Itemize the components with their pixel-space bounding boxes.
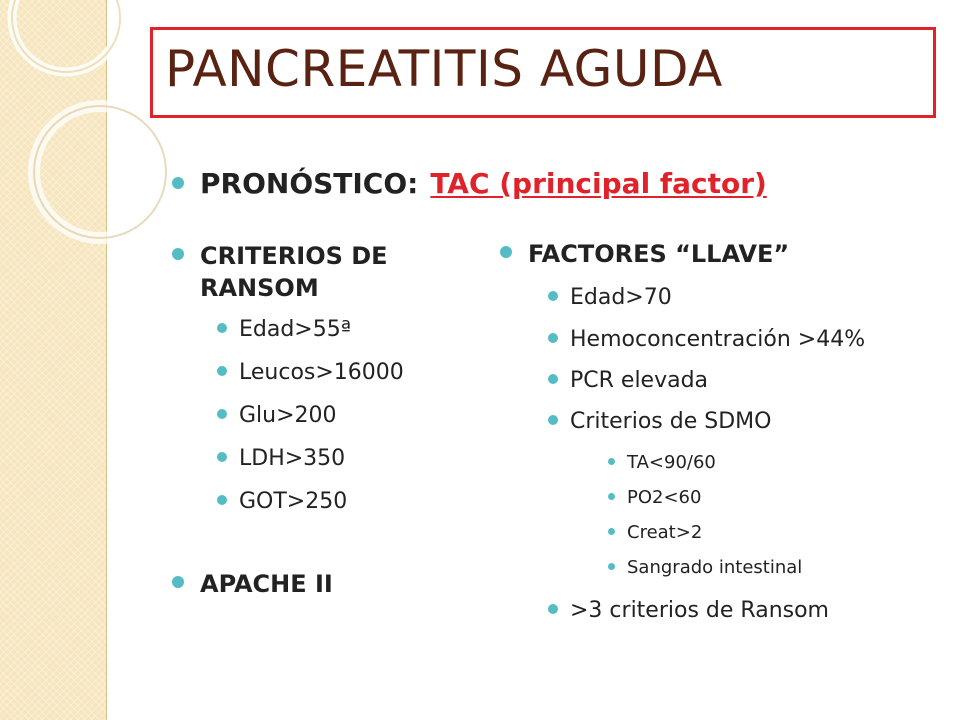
- factor-item-label: >3 criterios de Ransom: [570, 598, 829, 623]
- pronostico-label: PRONÓSTICO:: [200, 167, 419, 200]
- pronostico-value: TAC (principal factor): [430, 167, 767, 200]
- factor-item: [548, 285, 672, 310]
- ransom-item-label: Leucos>16000: [239, 360, 404, 385]
- sdmo-item-label: Creat>2: [627, 522, 703, 543]
- bullet-icon: [217, 495, 227, 505]
- bullet-icon: [608, 458, 615, 465]
- bullet-icon: [548, 604, 558, 614]
- factores-heading: [500, 240, 789, 268]
- bullet-icon: [217, 409, 227, 419]
- ransom-heading: [172, 240, 388, 304]
- bullet-icon: [608, 563, 615, 570]
- ransom-item: [217, 360, 404, 385]
- factor-item-label: Edad>70: [570, 285, 672, 310]
- apache-bullet: [172, 570, 333, 598]
- bullet-icon: [548, 415, 558, 425]
- bullet-icon: [608, 493, 615, 500]
- bullet-icon: [172, 177, 184, 189]
- ransom-heading-line2: RANSOM: [200, 274, 319, 302]
- factor-item-label: Hemoconcentración >44%: [570, 327, 866, 352]
- factor-item-label: Criterios de SDMO: [570, 409, 772, 434]
- sdmo-item-label: Sangrado intestinal: [627, 557, 803, 578]
- pronostico-bullet: [172, 167, 767, 200]
- bullet-icon: [548, 291, 558, 301]
- ransom-item-label: Glu>200: [239, 403, 337, 428]
- factor-item: [548, 368, 708, 393]
- sdmo-item: [608, 557, 802, 578]
- ransom-heading-line1: CRITERIOS DE: [200, 242, 388, 270]
- ransom-item-label: LDH>350: [239, 446, 346, 471]
- ransom-item: [217, 403, 337, 428]
- bullet-icon: [217, 366, 227, 376]
- bullet-icon: [217, 323, 227, 333]
- ransom-item: [217, 489, 347, 514]
- factor-item-label: PCR elevada: [570, 368, 709, 393]
- bullet-icon: [172, 576, 184, 588]
- sdmo-item: [608, 452, 716, 473]
- title-box: [150, 27, 936, 118]
- factor-item: [548, 409, 771, 434]
- bullet-icon: [172, 248, 184, 260]
- bullet-icon: [548, 333, 558, 343]
- bullet-icon: [217, 452, 227, 462]
- sdmo-item: [608, 487, 701, 508]
- sdmo-item-label: TA<90/60: [627, 452, 716, 473]
- ransom-item-label: GOT>250: [239, 489, 348, 514]
- apache-label: APACHE II: [200, 570, 333, 598]
- slide-title: PANCREATITIS AGUDA: [165, 40, 723, 98]
- ransom-item-label: Edad>55ª: [239, 317, 352, 342]
- factor-item: [548, 327, 865, 352]
- factor-item-ransom: [548, 598, 829, 623]
- factores-heading-label: FACTORES “LLAVE”: [528, 240, 790, 268]
- ransom-item: [217, 317, 351, 342]
- bullet-icon: [548, 374, 558, 384]
- ransom-item: [217, 446, 345, 471]
- sdmo-item: [608, 522, 702, 543]
- bullet-icon: [608, 528, 615, 535]
- sdmo-item-label: PO2<60: [627, 487, 702, 508]
- bullet-icon: [500, 246, 512, 258]
